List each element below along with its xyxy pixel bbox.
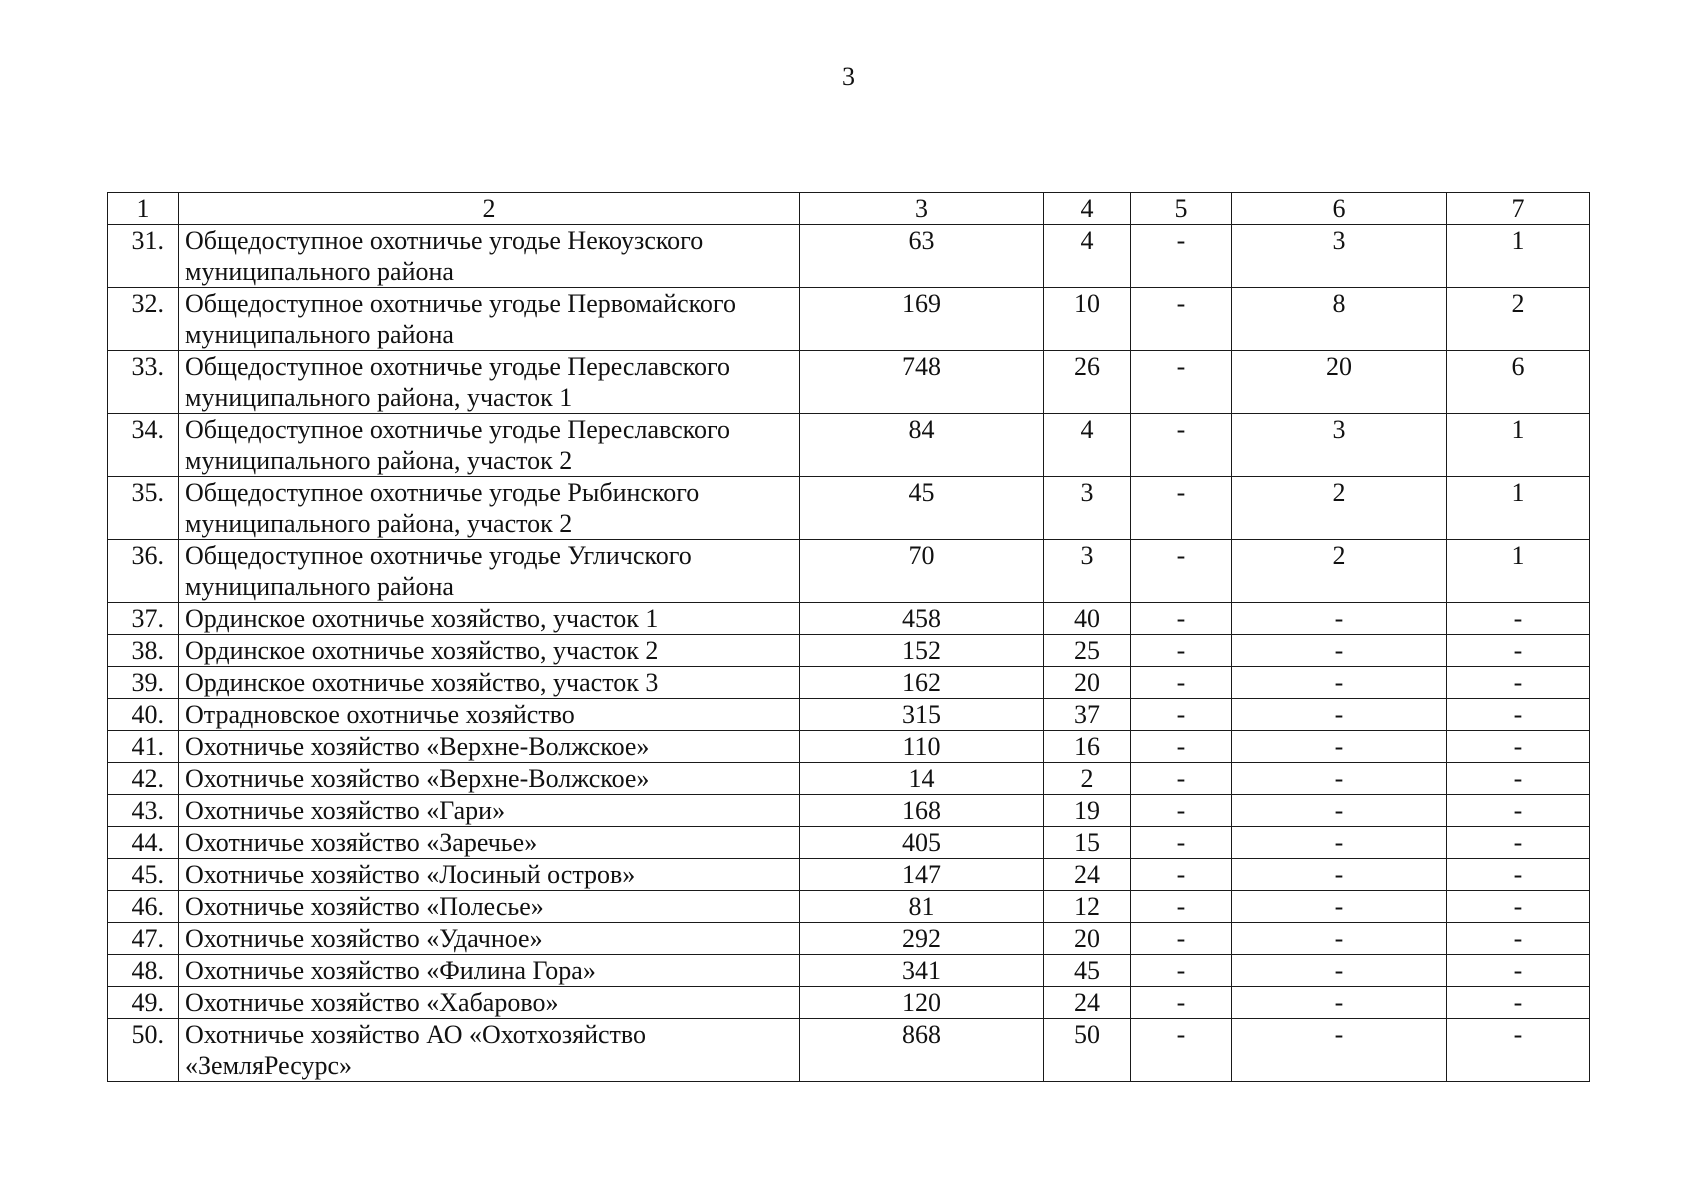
- hunting-ground-name-cell: Ординское охотничье хозяйство, участок 1: [179, 603, 800, 635]
- column-3-cell: 169: [800, 288, 1044, 351]
- column-5-cell: -: [1131, 955, 1232, 987]
- column-4-cell: 4: [1044, 414, 1131, 477]
- row-number-cell: 41.: [108, 731, 179, 763]
- column-6-cell: -: [1232, 955, 1447, 987]
- hunting-ground-name-cell: Общедоступное охотничье угодье Переславского муниципального района, участок 2: [179, 414, 800, 477]
- table-row: [108, 891, 1590, 923]
- table-row: [108, 225, 1590, 288]
- column-4-cell: 37: [1044, 699, 1131, 731]
- table-row: [108, 477, 1590, 540]
- table-row: [108, 635, 1590, 667]
- column-3-cell: 458: [800, 603, 1044, 635]
- hunting-ground-name-cell: Общедоступное охотничье угодье Рыбинского муниципального района, участок 2: [179, 477, 800, 540]
- hunting-ground-name-cell: Ординское охотничье хозяйство, участок 3: [179, 667, 800, 699]
- column-7-cell: 2: [1447, 288, 1590, 351]
- row-number-cell: 48.: [108, 955, 179, 987]
- column-4-cell: 2: [1044, 763, 1131, 795]
- column-6-cell: -: [1232, 603, 1447, 635]
- column-3-cell: 868: [800, 1019, 1044, 1082]
- column-4-cell: 40: [1044, 603, 1131, 635]
- column-6-cell: 2: [1232, 477, 1447, 540]
- hunting-ground-name-cell: Охотничье хозяйство «Полесье»: [179, 891, 800, 923]
- column-4-cell: 24: [1044, 859, 1131, 891]
- row-number-cell: 37.: [108, 603, 179, 635]
- hunting-ground-name-cell: Охотничье хозяйство «Удачное»: [179, 923, 800, 955]
- hunting-ground-name-cell: Охотничье хозяйство «Лосиный остров»: [179, 859, 800, 891]
- row-number-cell: 43.: [108, 795, 179, 827]
- column-5-cell: -: [1131, 225, 1232, 288]
- row-number-cell: 45.: [108, 859, 179, 891]
- table-row: [108, 859, 1590, 891]
- hunting-ground-name-cell: Охотничье хозяйство «Верхне-Волжское»: [179, 731, 800, 763]
- column-4-cell: 10: [1044, 288, 1131, 351]
- table-row: [108, 923, 1590, 955]
- table-row: [108, 351, 1590, 414]
- hunting-ground-name-cell: Общедоступное охотничье угодье Угличского муниципального района: [179, 540, 800, 603]
- table-row: [108, 699, 1590, 731]
- header-cell-5: 5: [1131, 193, 1232, 225]
- column-4-cell: 25: [1044, 635, 1131, 667]
- hunting-ground-name-cell: Охотничье хозяйство «Филина Гора»: [179, 955, 800, 987]
- column-6-cell: -: [1232, 699, 1447, 731]
- hunting-ground-name-cell: Ординское охотничье хозяйство, участок 2: [179, 635, 800, 667]
- column-3-cell: 110: [800, 731, 1044, 763]
- column-7-cell: -: [1447, 795, 1590, 827]
- header-cell-2: 2: [179, 193, 800, 225]
- table-row: [108, 731, 1590, 763]
- column-7-cell: -: [1447, 1019, 1590, 1082]
- header-cell-7: 7: [1447, 193, 1590, 225]
- table-row: [108, 827, 1590, 859]
- table-row: [108, 603, 1590, 635]
- column-3-cell: 341: [800, 955, 1044, 987]
- column-7-cell: -: [1447, 699, 1590, 731]
- column-5-cell: -: [1131, 351, 1232, 414]
- column-6-cell: -: [1232, 795, 1447, 827]
- column-5-cell: -: [1131, 827, 1232, 859]
- hunting-grounds-table: [107, 192, 1590, 1082]
- column-7-cell: -: [1447, 667, 1590, 699]
- table-row: [108, 667, 1590, 699]
- column-3-cell: 45: [800, 477, 1044, 540]
- column-7-cell: -: [1447, 763, 1590, 795]
- column-4-cell: 20: [1044, 923, 1131, 955]
- column-6-cell: -: [1232, 987, 1447, 1019]
- column-5-cell: -: [1131, 859, 1232, 891]
- hunting-ground-name-cell: Охотничье хозяйство АО «Охотхозяйство «ЗемляРесурс»: [179, 1019, 800, 1082]
- column-4-cell: 4: [1044, 225, 1131, 288]
- hunting-ground-name-cell: Общедоступное охотничье угодье Первомайского муниципального района: [179, 288, 800, 351]
- column-3-cell: 292: [800, 923, 1044, 955]
- column-6-cell: 20: [1232, 351, 1447, 414]
- column-6-cell: -: [1232, 923, 1447, 955]
- table-row: [108, 288, 1590, 351]
- row-number-cell: 36.: [108, 540, 179, 603]
- column-7-cell: -: [1447, 635, 1590, 667]
- column-6-cell: -: [1232, 859, 1447, 891]
- column-3-cell: 748: [800, 351, 1044, 414]
- column-3-cell: 120: [800, 987, 1044, 1019]
- column-5-cell: -: [1131, 795, 1232, 827]
- column-7-cell: -: [1447, 859, 1590, 891]
- table-row: [108, 987, 1590, 1019]
- column-4-cell: 45: [1044, 955, 1131, 987]
- row-number-cell: 46.: [108, 891, 179, 923]
- column-6-cell: 3: [1232, 414, 1447, 477]
- hunting-ground-name-cell: Охотничье хозяйство «Верхне-Волжское»: [179, 763, 800, 795]
- row-number-cell: 33.: [108, 351, 179, 414]
- hunting-ground-name-cell: Общедоступное охотничье угодье Некоузского муниципального района: [179, 225, 800, 288]
- row-number-cell: 32.: [108, 288, 179, 351]
- table-row: [108, 414, 1590, 477]
- row-number-cell: 42.: [108, 763, 179, 795]
- column-6-cell: -: [1232, 891, 1447, 923]
- column-4-cell: 3: [1044, 540, 1131, 603]
- column-5-cell: -: [1131, 1019, 1232, 1082]
- column-5-cell: -: [1131, 923, 1232, 955]
- row-number-cell: 34.: [108, 414, 179, 477]
- column-7-cell: 1: [1447, 225, 1590, 288]
- column-3-cell: 152: [800, 635, 1044, 667]
- column-5-cell: -: [1131, 288, 1232, 351]
- hunting-ground-name-cell: Общедоступное охотничье угодье Переславского муниципального района, участок 1: [179, 351, 800, 414]
- column-3-cell: 63: [800, 225, 1044, 288]
- table-row: [108, 1019, 1590, 1082]
- hunting-ground-name-cell: Отрадновское охотничье хозяйство: [179, 699, 800, 731]
- row-number-cell: 38.: [108, 635, 179, 667]
- column-5-cell: -: [1131, 987, 1232, 1019]
- column-4-cell: 50: [1044, 1019, 1131, 1082]
- column-4-cell: 12: [1044, 891, 1131, 923]
- column-5-cell: -: [1131, 477, 1232, 540]
- column-3-cell: 14: [800, 763, 1044, 795]
- column-5-cell: -: [1131, 891, 1232, 923]
- column-7-cell: -: [1447, 987, 1590, 1019]
- column-6-cell: -: [1232, 731, 1447, 763]
- column-5-cell: -: [1131, 603, 1232, 635]
- header-cell-4: 4: [1044, 193, 1131, 225]
- column-7-cell: -: [1447, 923, 1590, 955]
- page-number: 3: [842, 62, 855, 91]
- row-number-cell: 35.: [108, 477, 179, 540]
- row-number-cell: 50.: [108, 1019, 179, 1082]
- column-7-cell: -: [1447, 827, 1590, 859]
- row-number-cell: 31.: [108, 225, 179, 288]
- hunting-ground-name-cell: Охотничье хозяйство «Заречье»: [179, 827, 800, 859]
- column-3-cell: 81: [800, 891, 1044, 923]
- column-4-cell: 24: [1044, 987, 1131, 1019]
- column-7-cell: 1: [1447, 540, 1590, 603]
- column-3-cell: 147: [800, 859, 1044, 891]
- column-7-cell: -: [1447, 603, 1590, 635]
- row-number-cell: 49.: [108, 987, 179, 1019]
- column-7-cell: -: [1447, 731, 1590, 763]
- row-number-cell: 40.: [108, 699, 179, 731]
- column-7-cell: -: [1447, 955, 1590, 987]
- column-3-cell: 168: [800, 795, 1044, 827]
- column-6-cell: -: [1232, 827, 1447, 859]
- table-row: [108, 795, 1590, 827]
- column-3-cell: 84: [800, 414, 1044, 477]
- column-6-cell: -: [1232, 763, 1447, 795]
- column-5-cell: -: [1131, 635, 1232, 667]
- table-header-row: [108, 193, 1590, 225]
- header-cell-3: 3: [800, 193, 1044, 225]
- column-4-cell: 3: [1044, 477, 1131, 540]
- column-6-cell: -: [1232, 635, 1447, 667]
- column-5-cell: -: [1131, 414, 1232, 477]
- column-5-cell: -: [1131, 667, 1232, 699]
- column-6-cell: 2: [1232, 540, 1447, 603]
- column-4-cell: 16: [1044, 731, 1131, 763]
- column-3-cell: 405: [800, 827, 1044, 859]
- column-4-cell: 15: [1044, 827, 1131, 859]
- table-row: [108, 540, 1590, 603]
- row-number-cell: 39.: [108, 667, 179, 699]
- hunting-ground-name-cell: Охотничье хозяйство «Гари»: [179, 795, 800, 827]
- column-4-cell: 20: [1044, 667, 1131, 699]
- column-4-cell: 26: [1044, 351, 1131, 414]
- table-row: [108, 955, 1590, 987]
- row-number-cell: 44.: [108, 827, 179, 859]
- column-7-cell: -: [1447, 891, 1590, 923]
- column-5-cell: -: [1131, 731, 1232, 763]
- hunting-ground-name-cell: Охотничье хозяйство «Хабарово»: [179, 987, 800, 1019]
- column-6-cell: 8: [1232, 288, 1447, 351]
- header-cell-1: 1: [108, 193, 179, 225]
- column-4-cell: 19: [1044, 795, 1131, 827]
- column-5-cell: -: [1131, 699, 1232, 731]
- column-5-cell: -: [1131, 763, 1232, 795]
- column-6-cell: -: [1232, 1019, 1447, 1082]
- header-cell-6: 6: [1232, 193, 1447, 225]
- column-3-cell: 162: [800, 667, 1044, 699]
- table-row: [108, 763, 1590, 795]
- column-6-cell: 3: [1232, 225, 1447, 288]
- column-5-cell: -: [1131, 540, 1232, 603]
- row-number-cell: 47.: [108, 923, 179, 955]
- column-7-cell: 1: [1447, 414, 1590, 477]
- column-3-cell: 315: [800, 699, 1044, 731]
- column-7-cell: 6: [1447, 351, 1590, 414]
- column-7-cell: 1: [1447, 477, 1590, 540]
- column-3-cell: 70: [800, 540, 1044, 603]
- column-6-cell: -: [1232, 667, 1447, 699]
